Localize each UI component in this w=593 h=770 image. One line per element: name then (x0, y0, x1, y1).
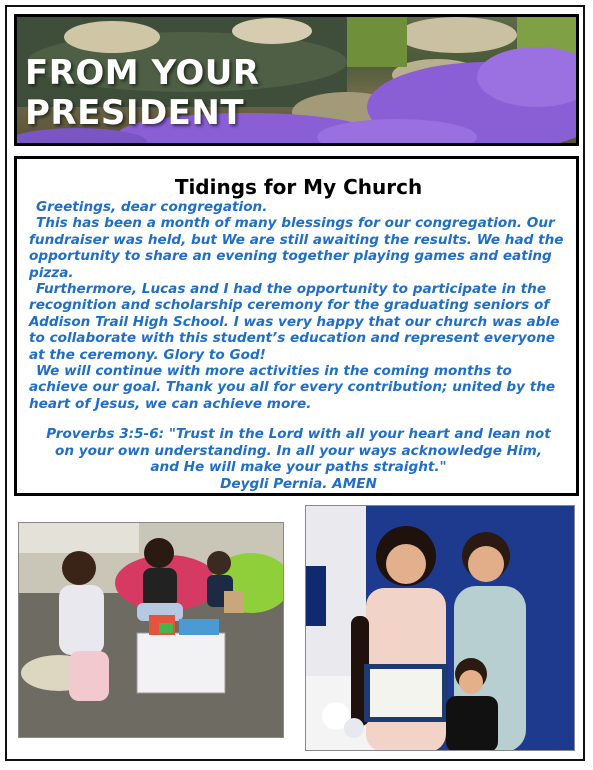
scholarship-ceremony-picture (306, 506, 575, 751)
article-box (14, 156, 579, 496)
bible-verse (29, 426, 568, 492)
article-body (29, 199, 568, 412)
banner (14, 14, 579, 146)
verse-line: Proverbs 3:5-6: "Trust in the Lord with all your heart and lean not (46, 426, 551, 443)
banner-title-line2: PRESIDENT (25, 93, 245, 133)
banner-title (25, 53, 260, 133)
verse-signature: Deygli Pernia. AMEN (220, 475, 377, 492)
photo-scholarship-ceremony (305, 505, 575, 751)
article-paragraph: Greetings, dear congregation. (36, 199, 268, 215)
article-paragraph: We will continue with more activities in the coming months to achieve our goal. Thank you all for every contribution; united by the heart of Jesus, we can achieve more. (29, 363, 556, 412)
verse-line: and He will make your paths straight." (150, 459, 447, 476)
kids-games-picture (19, 523, 284, 738)
article-title: Tidings for My Church (174, 175, 423, 199)
photo-kids-games (18, 522, 284, 738)
article-paragraph: Furthermore, Lucas and I had the opportunity to participate in the recognition and scholarship ceremony for the graduating seniors of Addison Trail High School. I was very happy that our church was able to collaborate with this student’s education and represent everyone at the ceremony. Glory to God! (29, 281, 560, 363)
article-paragraph: This has been a month of many blessings for our congregation. Our fundraiser was held, but We are still awaiting the results. We had the opportunity to share an evening together playing games and eating pizza. (29, 215, 564, 281)
banner-title-line1: FROM YOUR (25, 53, 260, 93)
verse-line: on your own understanding. In all your ways acknowledge Him, (54, 442, 543, 459)
